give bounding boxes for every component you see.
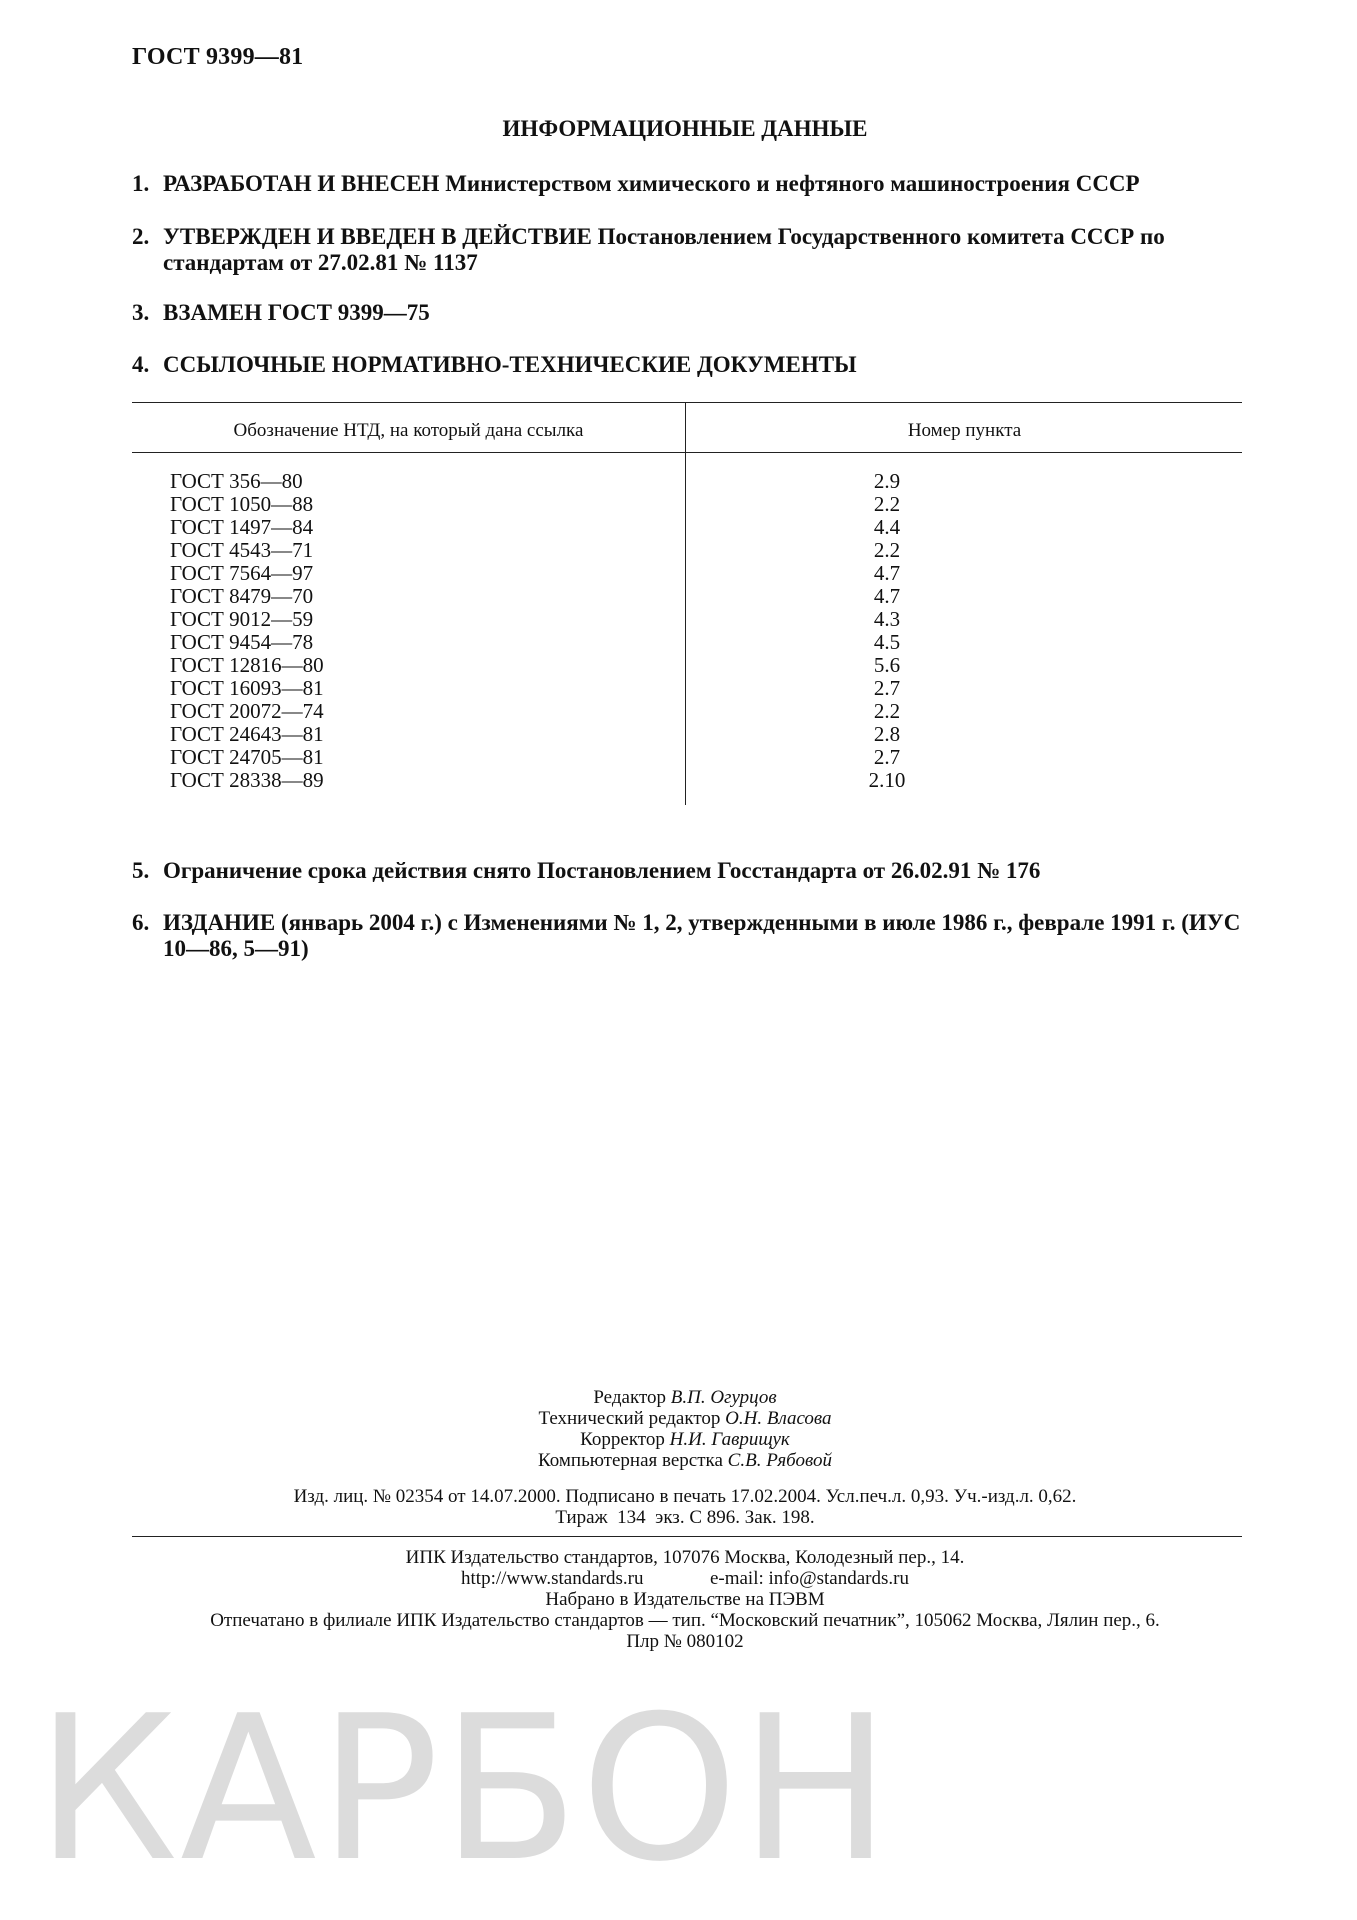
item-number: 4. bbox=[132, 352, 150, 377]
item-number: 5. bbox=[132, 858, 150, 883]
proofreader-name: Н.И. Гаврищук bbox=[669, 1429, 790, 1450]
item-lead: ИЗДАНИЕ bbox=[163, 910, 276, 935]
row-document: ГОСТ 1497—84 bbox=[170, 515, 314, 539]
references-table bbox=[132, 402, 1242, 805]
publisher-block bbox=[0, 1547, 1357, 1652]
row-clause: 2.9 bbox=[873, 469, 901, 493]
info-item-5 bbox=[132, 858, 1242, 884]
table-row bbox=[132, 470, 1242, 493]
table-row bbox=[132, 585, 1242, 608]
watermark-text: КАРБОН bbox=[36, 1673, 893, 1906]
table-body bbox=[132, 470, 1242, 792]
table-row bbox=[132, 677, 1242, 700]
item-text: Постановлением Государственного комитета СССР по стандартам от 27.02.81 № 1137 bbox=[163, 224, 1165, 275]
row-document: ГОСТ 1050—88 bbox=[170, 492, 314, 516]
row-document: ГОСТ 24643—81 bbox=[170, 722, 324, 746]
row-clause: 2.2 bbox=[873, 699, 901, 723]
publisher-line: ИПК Издательство стандартов, 107076 Москва, Колодезный пер., 14. bbox=[405, 1547, 965, 1568]
info-item-6 bbox=[132, 910, 1242, 962]
website-link[interactable]: http://www.standards.ru bbox=[461, 1568, 644, 1589]
row-document: ГОСТ 9012—59 bbox=[170, 607, 314, 631]
proofreader-label: Корректор bbox=[580, 1429, 665, 1450]
info-item-3 bbox=[132, 300, 1242, 326]
print-details-block bbox=[0, 1486, 1357, 1528]
typeset-line: Набрано в Издательстве на ПЭВМ bbox=[545, 1589, 825, 1610]
editor-name: В.П. Огурцов bbox=[670, 1387, 777, 1408]
item-number: 2. bbox=[132, 224, 150, 249]
info-item-1 bbox=[132, 171, 1242, 197]
item-number: 3. bbox=[132, 300, 150, 325]
print-run-line: Тираж 134 экз. С 896. Зак. 198. bbox=[555, 1507, 815, 1528]
row-document: ГОСТ 4543—71 bbox=[170, 538, 314, 562]
document-code: ГОСТ 9399—81 bbox=[132, 44, 304, 70]
table-row bbox=[132, 654, 1242, 677]
row-clause: 4.3 bbox=[873, 607, 901, 631]
tech-editor-name: О.Н. Власова bbox=[725, 1408, 832, 1429]
email-link[interactable]: e-mail: info@standards.ru bbox=[709, 1568, 909, 1589]
layout-name: С.В. Рябовой bbox=[727, 1450, 832, 1471]
row-clause: 2.7 bbox=[873, 676, 901, 700]
layout-label: Компьютерная верстка bbox=[538, 1450, 723, 1471]
item-text: Министерством химического и нефтяного машиностроения СССР bbox=[439, 171, 1140, 196]
table-row bbox=[132, 769, 1242, 792]
editor-label: Редактор bbox=[593, 1387, 666, 1408]
row-clause: 2.10 bbox=[868, 768, 906, 792]
row-document: ГОСТ 16093—81 bbox=[170, 676, 324, 700]
row-clause: 4.7 bbox=[873, 561, 901, 585]
layout-line bbox=[0, 1450, 1357, 1471]
printed-line: Отпечатано в филиале ИПК Издательство стандартов — тип. “Московский печатник”, 105062 Москва, Лялин пер., 6. bbox=[210, 1610, 1160, 1631]
table-row bbox=[132, 608, 1242, 631]
row-clause: 2.2 bbox=[873, 492, 901, 516]
table-row bbox=[132, 539, 1242, 562]
item-lead: ВЗАМЕН ГОСТ 9399—75 bbox=[163, 300, 430, 325]
info-item-4 bbox=[132, 352, 1242, 378]
row-document: ГОСТ 9454—78 bbox=[170, 630, 314, 654]
credits-block bbox=[0, 1387, 1357, 1471]
item-number: 6. bbox=[132, 910, 150, 935]
row-clause: 2.8 bbox=[873, 722, 901, 746]
row-clause: 4.7 bbox=[873, 584, 901, 608]
editor-line bbox=[0, 1387, 1357, 1408]
license-line: Изд. лиц. № 02354 от 14.07.2000. Подписано в печать 17.02.2004. Усл.печ.л. 0,93. Уч.-изд.л. 0,62. bbox=[293, 1486, 1077, 1507]
table-row bbox=[132, 493, 1242, 516]
row-clause: 4.4 bbox=[873, 515, 901, 539]
row-clause: 2.2 bbox=[873, 538, 901, 562]
table-row bbox=[132, 746, 1242, 769]
table-header-row bbox=[132, 403, 1242, 453]
row-document: ГОСТ 28338—89 bbox=[170, 768, 324, 792]
item-text: (январь 2004 г.) с Изменениями № 1, 2, утвержденными в июле 1986 г., феврале 1991 г. (ИУС 10—86, 5—91) bbox=[163, 910, 1241, 961]
row-clause: 5.6 bbox=[873, 653, 901, 677]
row-document: ГОСТ 20072—74 bbox=[170, 699, 324, 723]
row-clause: 2.7 bbox=[873, 745, 901, 769]
row-document: ГОСТ 8479—70 bbox=[170, 584, 314, 608]
row-document: ГОСТ 7564—97 bbox=[170, 561, 314, 585]
row-document: ГОСТ 12816—80 bbox=[170, 653, 324, 677]
row-document: ГОСТ 24705—81 bbox=[170, 745, 324, 769]
contact-line bbox=[0, 1568, 1357, 1589]
table-header-document: Обозначение НТД, на который дана ссылка bbox=[233, 420, 584, 441]
item-lead: РАЗРАБОТАН И ВНЕСЕН bbox=[163, 171, 440, 196]
table-row bbox=[132, 631, 1242, 654]
item-lead: ССЫЛОЧНЫЕ НОРМАТИВНО-ТЕХНИЧЕСКИЕ ДОКУМЕНТЫ bbox=[163, 352, 857, 377]
table-header-clause: Номер пункта bbox=[907, 420, 1022, 441]
tech-editor-line bbox=[0, 1408, 1357, 1429]
row-document: ГОСТ 356—80 bbox=[170, 469, 303, 493]
item-text: Ограничение срока действия снято Постановлением Госстандарта от 26.02.91 № 176 bbox=[163, 858, 1041, 883]
table-row bbox=[132, 723, 1242, 746]
item-lead: УТВЕРЖДЕН И ВВЕДЕН В ДЕЙСТВИЕ bbox=[163, 224, 592, 249]
item-number: 1. bbox=[132, 171, 150, 196]
tech-editor-label: Технический редактор bbox=[538, 1408, 721, 1429]
proofreader-line bbox=[0, 1429, 1357, 1450]
table-row bbox=[132, 516, 1242, 539]
info-item-2 bbox=[132, 224, 1242, 276]
table-row bbox=[132, 562, 1242, 585]
divider bbox=[132, 1536, 1242, 1537]
page-title: ИНФОРМАЦИОННЫЕ ДАННЫЕ bbox=[502, 116, 868, 141]
table-row bbox=[132, 700, 1242, 723]
plr-line: Плр № 080102 bbox=[626, 1631, 744, 1652]
row-clause: 4.5 bbox=[873, 630, 901, 654]
